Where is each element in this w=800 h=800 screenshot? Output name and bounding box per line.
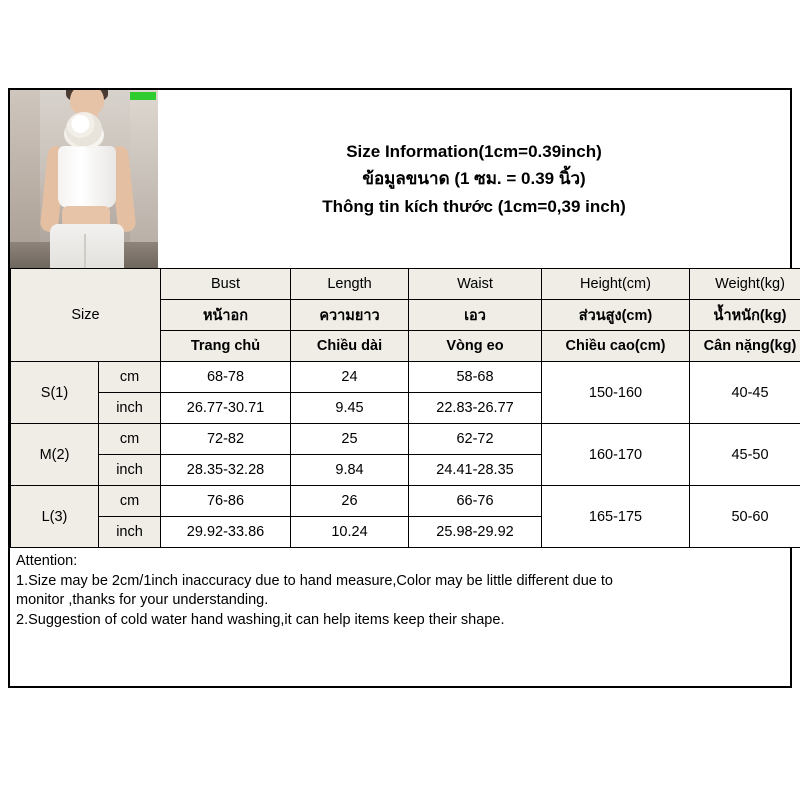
l-weight: 50-60 [690,486,800,548]
l-length-cm: 26 [291,486,409,517]
l-waist-cm: 66-76 [409,486,542,517]
m-waist-inch: 24.41-28.35 [409,455,542,486]
header-length-vi: Chiều dài [291,331,409,362]
s-bust-inch: 26.77-30.71 [161,393,291,424]
unit-cm-m: cm [99,424,161,455]
table-row [11,424,800,455]
header-height-th: ส่วนสูง(cm) [542,300,690,331]
attention-line-1: 1.Size may be 2cm/1inch inaccuracy due to hand measure,Color may be little different due to [16,572,613,589]
s-length-inch: 9.45 [291,393,409,424]
title-en: Size Information(1cm=0.39inch) [346,142,602,162]
header-bust-en: Bust [161,269,291,300]
m-bust-cm: 72-82 [161,424,291,455]
table-row [11,362,800,393]
attention-line-2: monitor ,thanks for your understanding. [16,592,269,609]
header-bust-vi: Trang chủ [161,331,291,362]
header-waist-en: Waist [409,269,542,300]
table-row [11,486,800,517]
header-length-th: ความยาว [291,300,409,331]
header-height-en: Height(cm) [542,269,690,300]
unit-cm-s: cm [99,362,161,393]
s-length-cm: 24 [291,362,409,393]
title-block [158,90,790,268]
m-length-cm: 25 [291,424,409,455]
s-weight: 40-45 [690,362,800,424]
attention-line-3: 2.Suggestion of cold water hand washing,it can help items keep their shape. [16,611,505,628]
m-length-inch: 9.84 [291,455,409,486]
title-vi: Thông tin kích thước (1cm=0,39 inch) [322,196,626,216]
unit-inch-l: inch [99,517,161,548]
s-waist-cm: 58-68 [409,362,542,393]
row-size-m: M(2) [11,424,99,486]
unit-inch-s: inch [99,393,161,424]
header-height-vi: Chiều cao(cm) [542,331,690,362]
m-height: 160-170 [542,424,690,486]
header-weight-th: น้ำหนัก(kg) [690,300,800,331]
row-size-s: S(1) [11,362,99,424]
header-waist-vi: Vòng eo [409,331,542,362]
l-length-inch: 10.24 [291,517,409,548]
l-height: 165-175 [542,486,690,548]
unit-inch-m: inch [99,455,161,486]
unit-cm-l: cm [99,486,161,517]
size-word-cell: Size [11,269,161,362]
header-length-en: Length [291,269,409,300]
s-waist-inch: 22.83-26.77 [409,393,542,424]
header-bust-th: หน้าอก [161,300,291,331]
header-waist-th: เอว [409,300,542,331]
product-photo [10,90,158,268]
row-size-l: L(3) [11,486,99,548]
l-bust-cm: 76-86 [161,486,291,517]
chart-header [10,90,790,268]
s-height: 150-160 [542,362,690,424]
table-header-row-en [11,269,800,300]
l-waist-inch: 25.98-29.92 [409,517,542,548]
s-bust-cm: 68-78 [161,362,291,393]
size-chart-frame [8,88,797,688]
l-bust-inch: 29.92-33.86 [161,517,291,548]
size-table [10,268,800,548]
m-waist-cm: 62-72 [409,424,542,455]
header-weight-en: Weight(kg) [690,269,800,300]
m-bust-inch: 28.35-32.28 [161,455,291,486]
green-bar-icon [130,92,156,100]
attention-block [10,548,790,686]
model-photo-image [10,90,158,268]
m-weight: 45-50 [690,424,800,486]
attention-title: Attention: [16,553,78,569]
title-th: ข้อมูลขนาด (1 ซม. = 0.39 นิ้ว) [362,169,586,189]
header-weight-vi: Cân nặng(kg) [690,331,800,362]
